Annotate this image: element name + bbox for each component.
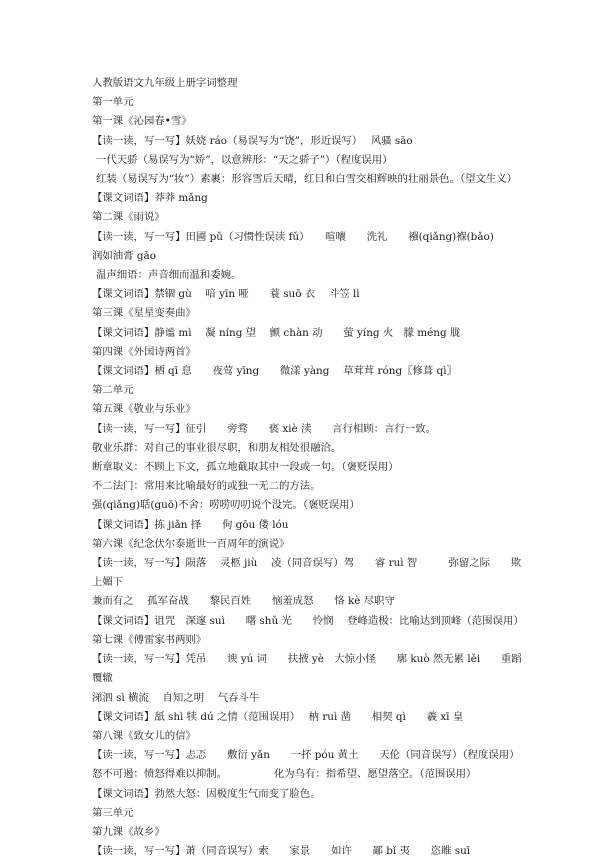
vocab-line: 一代天骄（易误写为“娇”，以意辨形：“天之骄子”）（程度误用） <box>96 153 393 166</box>
vocab-line: 断章取义：不顾上下文，孤立地截取其中一段或一句。（褒贬误用） <box>92 461 399 474</box>
vocab-line: 【读一读，写一写】忐忑 敷衍 yǎn 一抔 póu 黄土 天伦（同音误写）（程度误用） <box>92 749 520 762</box>
vocab-line: 【读一读，写一写】凭吊 谀 yú 词 扶掖 yè 大惊小怪 廓 kuò 然无累 lěi 重蹈覆辙 <box>92 653 522 685</box>
lesson-heading: 第一课《沁园春•雪》 <box>92 115 192 128</box>
lesson-heading: 第五课《敬业与乐业》 <box>92 403 196 416</box>
lesson-heading: 第六课《纪念伏尔泰逝世一百周年的演说》 <box>92 537 290 550</box>
vocab-line: 【读一读，写一写】陨落 灵柩 jiù 凌（同音误写）驾 睿 ruì 智 弥留之际 欺上媚下 <box>92 557 522 589</box>
lesson-heading: 第三课《星星变奏曲》 <box>92 307 196 320</box>
unit-heading: 第二单元 <box>92 384 134 397</box>
lesson-heading: 第八课《致女儿的信》 <box>92 729 196 742</box>
lesson-heading: 第二课《雨说》 <box>92 211 165 224</box>
unit-heading: 第一单元 <box>92 96 134 109</box>
vocab-line: 【读一读，写一写】征引 旁骛 亵 xiè 渎 言行相顾：言行一致。 <box>92 422 437 435</box>
vocab-line: 红装（易误写为“妆”）素裹：形容雪后天晴，红日和白雪交相辉映的壮丽景色。（望文生义） <box>96 173 518 186</box>
vocab-line: 涕泗 sì 横流 自知之明 气吞斗牛 <box>92 691 260 704</box>
vocab-line: 不二法门：常用来比喻最好的或独一无二的方法。 <box>92 480 321 493</box>
document-title: 人教版语文九年级上册字词整理 <box>92 77 238 89</box>
document-page <box>92 74 524 861</box>
vocab-line: 怒不可遏：愤怒得难以抑制。 化为乌有：指希望、愿望落空。（范围误用） <box>92 768 477 781</box>
vocab-line: 【课文词语】栖 qī 息 夜莺 yīng 微漾 yàng 草茸茸 róng〖修葺 qì〗 <box>92 365 457 378</box>
vocab-line: 【课文词语】诅咒 深邃 suì 曙 shǔ 光 怜悯 登峰造极：比喻达到顶峰（范围误用） <box>92 614 524 627</box>
lesson-heading: 第七课《傅雷家书两则》 <box>92 633 207 646</box>
lesson-heading: 第九课《故乡》 <box>92 825 165 838</box>
vocab-line: 【读一读，写一写】萧（同音误写）索 家景 如许 鄙 bǐ 夷 恣睢 suī <box>92 845 471 858</box>
vocab-line: 温声细语：声音细而温和委婉。 <box>96 269 242 282</box>
vocab-line: 【课文词语】禁锢 gù 喑 yīn 哑 蓑 suō 衣 斗笠 lì <box>92 288 360 301</box>
vocab-line: 【课文词语】静谧 mì 凝 níng 望 颤 chàn 动 萤 yíng 火 朦 méng 胧 <box>92 326 461 339</box>
vocab-line: 兼而有之 孤军奋战 黎民百姓 恼羞成怒 恪 kè 尽职守 <box>92 595 395 608</box>
lesson-heading: 第四课《外国诗两首》 <box>92 345 196 358</box>
vocab-line: 强(qiǎng)聒(guō)不舍：唠唠叨叨说个没完。（褒贬误用） <box>92 499 360 512</box>
vocab-line: 敬业乐群：对自己的事业很尽职，和朋友相处很融洽。 <box>92 441 342 454</box>
vocab-line: 【课文词语】舐 shì 犊 dú 之情（范围误用） 枘 ruì 凿 相契 qì 羲 xī 皇 <box>92 710 464 723</box>
vocab-line: 【读一读，写一写】妖娆 ráo（易误写为“饶”，形近误写） 风骚 sāo <box>92 134 413 147</box>
vocab-line: 【读一读，写一写】田圃 pǔ（习惯性误读 fǔ） 喧嚷 洗礼 襁(qiǎng)褓(bǎo) 润如油膏 gāo <box>92 230 515 262</box>
vocab-line: 【课文词语】拣 jiǎn 择 佝 gōu 偻 lóu <box>92 518 289 531</box>
vocab-line: 【课文词语】勃然大怒：因极度生气而变了脸色。 <box>92 787 321 800</box>
vocab-line: 【课文词语】莽莽 mǎng <box>92 192 208 205</box>
unit-heading: 第三单元 <box>92 806 134 819</box>
